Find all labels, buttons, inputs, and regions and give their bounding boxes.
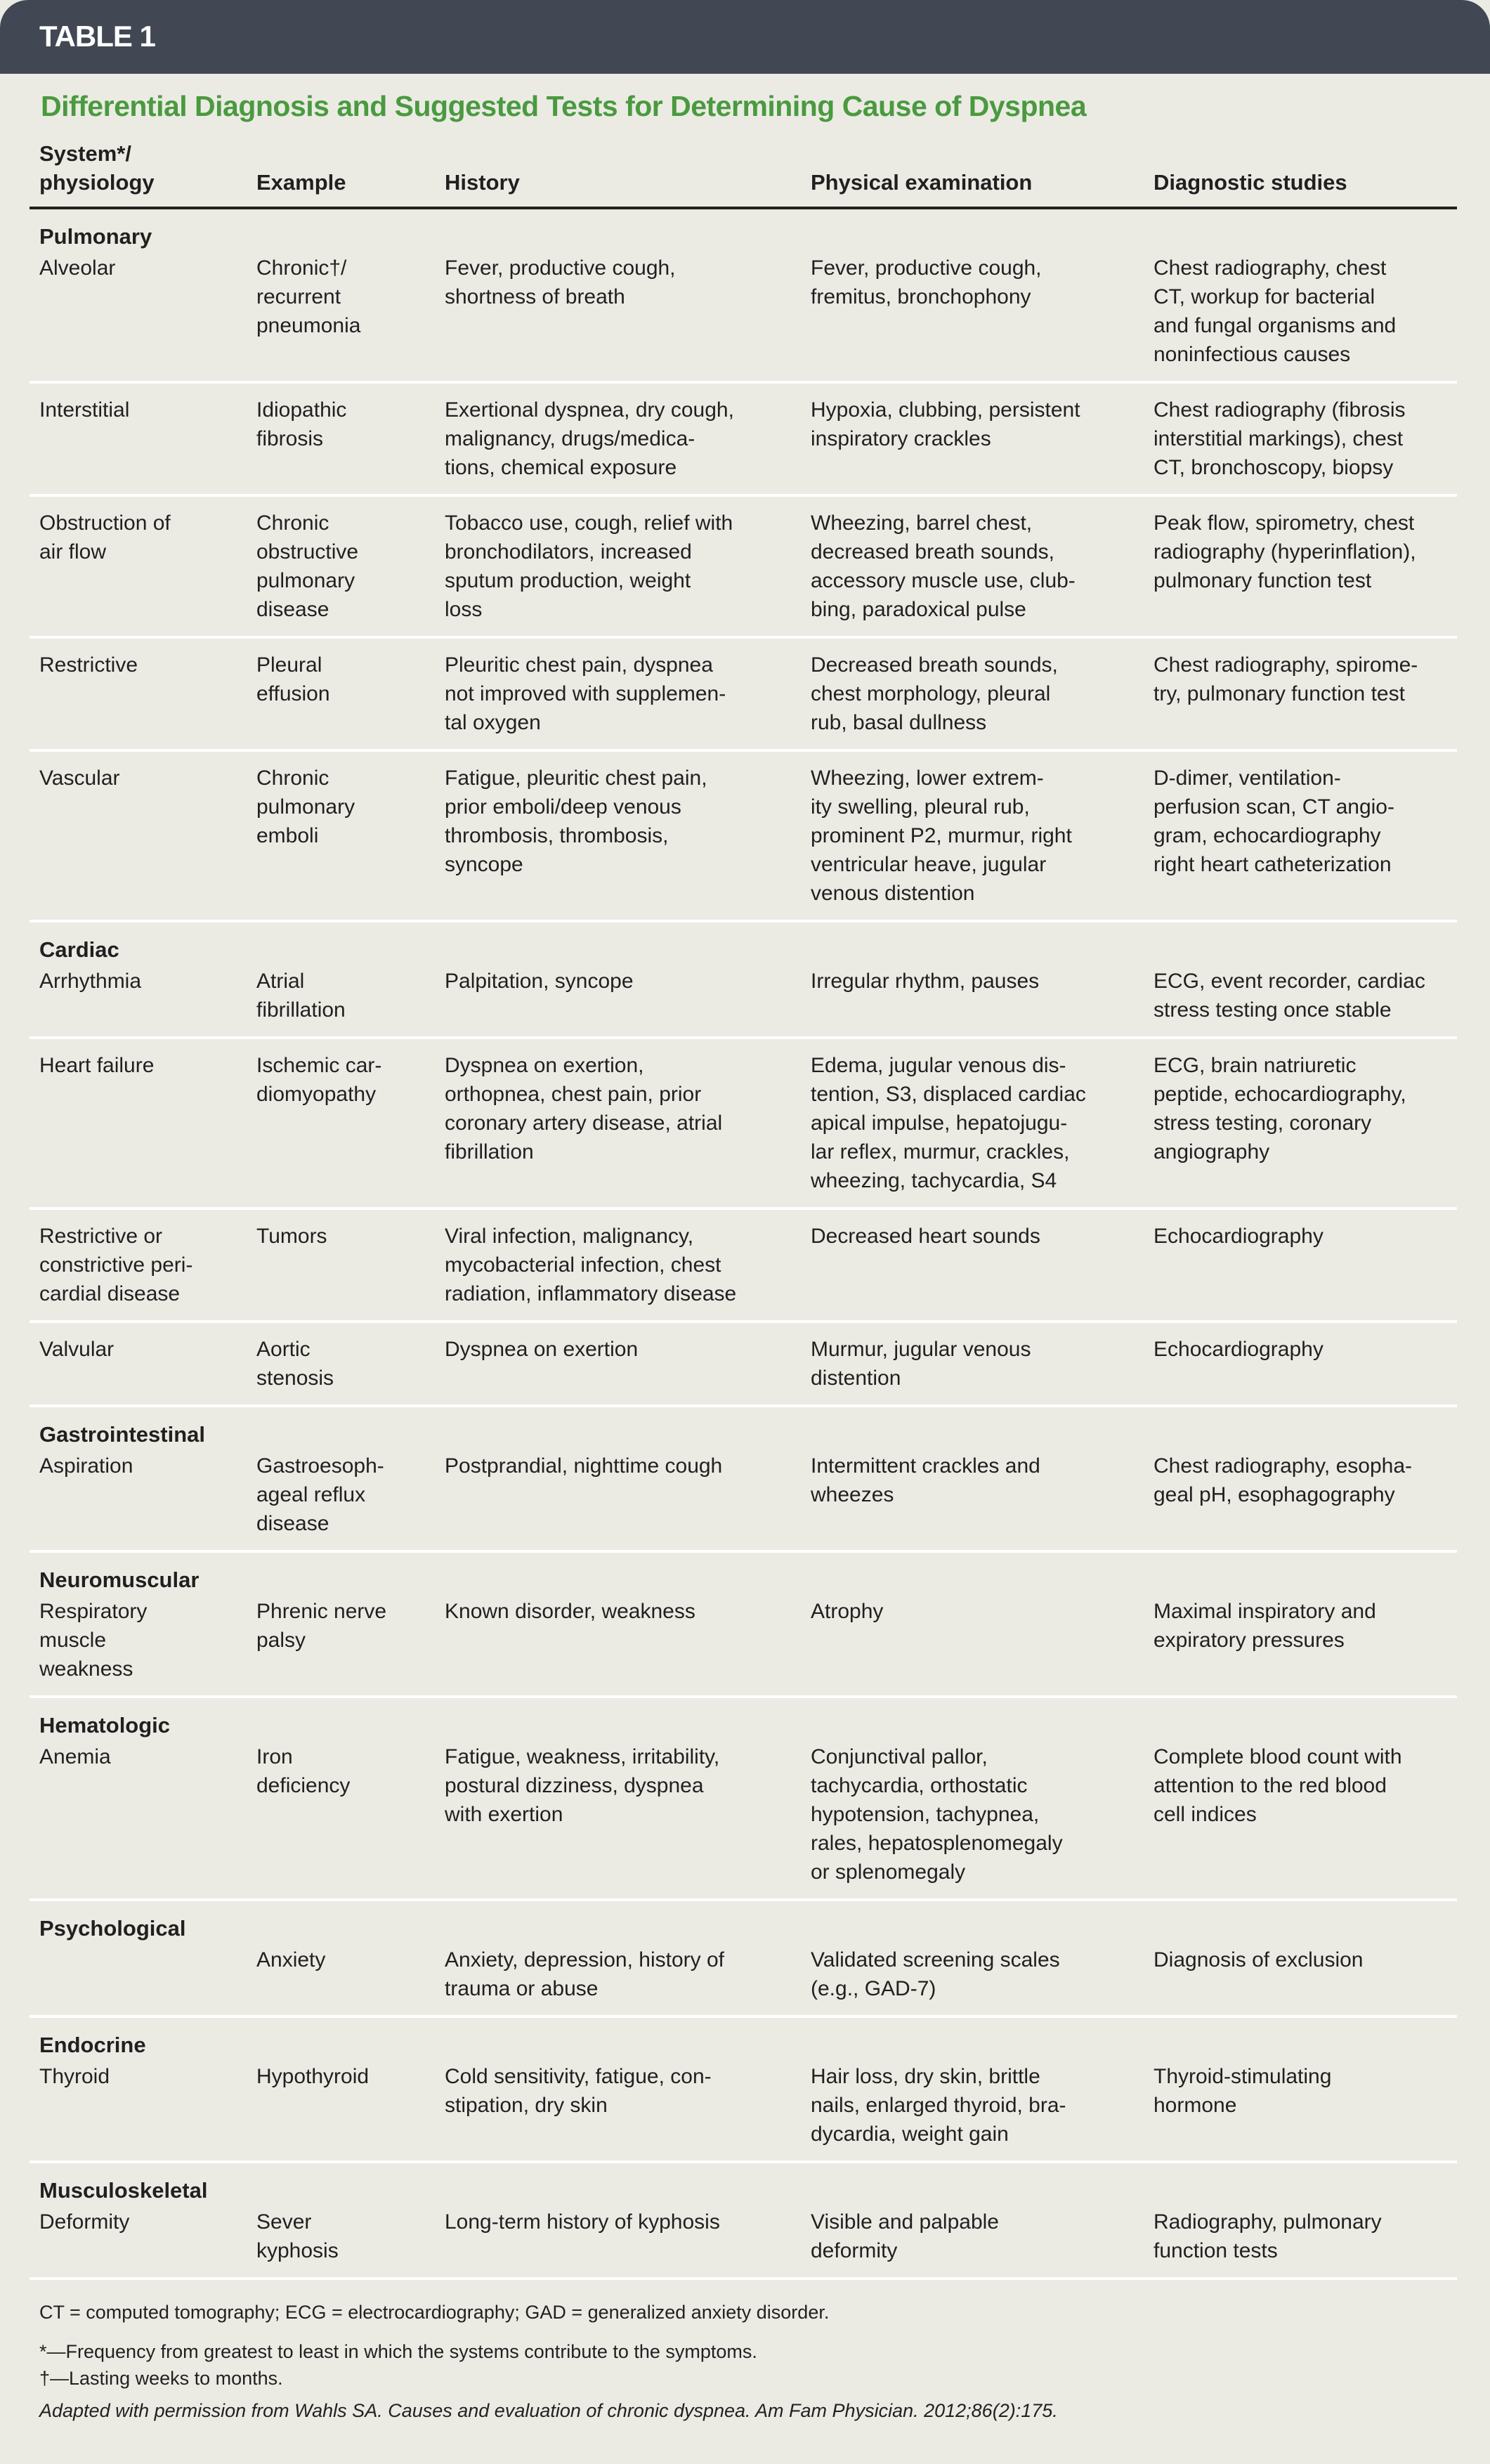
- example-cell: Aortic stenosis: [247, 1322, 435, 1406]
- diagnostic-studies-cell: ECG, brain natriuretic peptide, echocardiography, stress testing, coronary angiography: [1144, 1038, 1457, 1208]
- table-row: [30, 1449, 1457, 1551]
- example-cell: Chronic obstructive pulmonary disease: [247, 495, 435, 637]
- example-cell: Atrial fibrillation: [247, 964, 435, 1038]
- section-name: Hematologic: [39, 1713, 171, 1738]
- diagnostic-studies-cell: D-dimer, ventilation- perfusion scan, CT angio- gram, echocardiography right heart catheterization: [1144, 750, 1457, 921]
- section-name: Cardiac: [39, 937, 119, 962]
- diagnostic-studies-cell: Chest radiography (fibrosis interstitial markings), chest CT, bronchoscopy, biopsy: [1144, 382, 1457, 495]
- system-cell: Valvular: [30, 1322, 247, 1406]
- section-name: Psychological: [39, 1916, 186, 1941]
- table-label-band: [0, 0, 1490, 74]
- example-cell: Chronic†/ recurrent pneumonia: [247, 251, 435, 382]
- history-cell: Palpitation, syncope: [435, 964, 801, 1038]
- system-cell: Deformity: [30, 2205, 247, 2279]
- physical-exam-cell: Decreased heart sounds: [801, 1208, 1144, 1322]
- section-header-row: [30, 921, 1457, 964]
- system-cell: Interstitial: [30, 382, 247, 495]
- system-cell: [30, 1943, 247, 2016]
- physical-exam-cell: Wheezing, lower extrem- ity swelling, pleural rub, prominent P2, murmur, right ventricular heave, jugular venous distention: [801, 750, 1144, 921]
- history-cell: Fever, productive cough, shortness of breath: [435, 251, 801, 382]
- example-cell: Anxiety: [247, 1943, 435, 2016]
- history-cell: Postprandial, nighttime cough: [435, 1449, 801, 1551]
- diagnostic-studies-cell: Chest radiography, esopha- geal pH, esophagography: [1144, 1449, 1457, 1551]
- system-cell: Heart failure: [30, 1038, 247, 1208]
- system-cell: Vascular: [30, 750, 247, 921]
- diagnostic-studies-cell: Diagnosis of exclusion: [1144, 1943, 1457, 2016]
- example-cell: Gastroesoph- ageal reflux disease: [247, 1449, 435, 1551]
- physical-exam-cell: Edema, jugular venous dis- tention, S3, displaced cardiac apical impulse, hepatojugu- lar reflex, murmur, crackles, wheezing, tachycardia, S4: [801, 1038, 1144, 1208]
- diagnostic-studies-cell: Chest radiography, chest CT, workup for bacterial and fungal organisms and noninfectious causes: [1144, 251, 1457, 382]
- history-cell: Cold sensitivity, fatigue, con- stipation, dry skin: [435, 2059, 801, 2162]
- diagnostic-studies-cell: Chest radiography, spirome- try, pulmonary function test: [1144, 637, 1457, 750]
- section-name: Pulmonary: [39, 224, 152, 249]
- physical-exam-cell: Atrophy: [801, 1594, 1144, 1697]
- system-cell: Obstruction of air flow: [30, 495, 247, 637]
- history-cell: Pleuritic chest pain, dyspnea not improved with supplemen- tal oxygen: [435, 637, 801, 750]
- abbreviations-note: CT = computed tomography; ECG = electrocardiography; GAD = generalized anxiety disorder.: [39, 2302, 830, 2323]
- example-cell: Chronic pulmonary emboli: [247, 750, 435, 921]
- dyspnea-table: [30, 139, 1457, 2280]
- section-header-row: [30, 1406, 1457, 1449]
- system-cell: Thyroid: [30, 2059, 247, 2162]
- col-header-system: System*/ physiology: [30, 139, 247, 208]
- section-header-row: [30, 1697, 1457, 1740]
- history-cell: Known disorder, weakness: [435, 1594, 801, 1697]
- history-cell: Tobacco use, cough, relief with bronchodilators, increased sputum production, weight loss: [435, 495, 801, 637]
- table-row: [30, 2059, 1457, 2162]
- example-cell: Phrenic nerve palsy: [247, 1594, 435, 1697]
- header-row: [30, 139, 1457, 208]
- col-header-example: Example: [247, 139, 435, 208]
- history-cell: Long-term history of kyphosis: [435, 2205, 801, 2279]
- table-row: [30, 1322, 1457, 1406]
- history-cell: Fatigue, weakness, irritability, postural dizziness, dyspnea with exertion: [435, 1740, 801, 1900]
- col-header-physical-exam: Physical examination: [801, 139, 1144, 208]
- physical-exam-cell: Murmur, jugular venous distention: [801, 1322, 1144, 1406]
- table-row: [30, 1208, 1457, 1322]
- example-cell: Hypothyroid: [247, 2059, 435, 2162]
- history-cell: Fatigue, pleuritic chest pain, prior emboli/deep venous thrombosis, thrombosis, syncope: [435, 750, 801, 921]
- diagnostic-studies-cell: Peak flow, spirometry, chest radiography (hyperinflation), pulmonary function test: [1144, 495, 1457, 637]
- section-header-row: [30, 1551, 1457, 1594]
- system-cell: Arrhythmia: [30, 964, 247, 1038]
- diagnostic-studies-cell: Radiography, pulmonary function tests: [1144, 2205, 1457, 2279]
- system-cell: Aspiration: [30, 1449, 247, 1551]
- physical-exam-cell: Irregular rhythm, pauses: [801, 964, 1144, 1038]
- physical-exam-cell: Hypoxia, clubbing, persistent inspiratory crackles: [801, 382, 1144, 495]
- table-body: [30, 208, 1457, 2279]
- diagnostic-studies-cell: Maximal inspiratory and expiratory pressures: [1144, 1594, 1457, 1697]
- system-cell: Anemia: [30, 1740, 247, 1900]
- table-row: [30, 1038, 1457, 1208]
- table-row: [30, 251, 1457, 382]
- source-citation: Adapted with permission from Wahls SA. Causes and evaluation of chronic dyspnea. Am Fam Physician. 2012;86(2):175.: [39, 2400, 1058, 2421]
- history-cell: Dyspnea on exertion, orthopnea, chest pain, prior coronary artery disease, atrial fibrillation: [435, 1038, 801, 1208]
- diagnostic-studies-cell: Echocardiography: [1144, 1322, 1457, 1406]
- section-header-row: [30, 2016, 1457, 2059]
- col-header-history: History: [435, 139, 801, 208]
- history-cell: Dyspnea on exertion: [435, 1322, 801, 1406]
- section-header-row: [30, 1900, 1457, 1943]
- system-cell: Restrictive or constrictive peri- cardial disease: [30, 1208, 247, 1322]
- table-row: [30, 1943, 1457, 2016]
- history-cell: Anxiety, depression, history of trauma or abuse: [435, 1943, 801, 2016]
- table-row: [30, 382, 1457, 495]
- history-cell: Exertional dyspnea, dry cough, malignancy, drugs/medica- tions, chemical exposure: [435, 382, 801, 495]
- table-label: TABLE 1: [39, 20, 155, 53]
- section-header-row: [30, 208, 1457, 251]
- section-name: Gastrointestinal: [39, 1422, 205, 1447]
- diagnostic-studies-cell: ECG, event recorder, cardiac stress testing once stable: [1144, 964, 1457, 1038]
- physical-exam-cell: Intermittent crackles and wheezes: [801, 1449, 1144, 1551]
- footnotes: [39, 2299, 1058, 2424]
- system-cell: Respiratory muscle weakness: [30, 1594, 247, 1697]
- example-cell: Sever kyphosis: [247, 2205, 435, 2279]
- table-row: [30, 1740, 1457, 1900]
- physical-exam-cell: Fever, productive cough, fremitus, bronchophony: [801, 251, 1144, 382]
- physical-exam-cell: Hair loss, dry skin, brittle nails, enlarged thyroid, bra- dycardia, weight gain: [801, 2059, 1144, 2162]
- table-row: [30, 750, 1457, 921]
- example-cell: Iron deficiency: [247, 1740, 435, 1900]
- history-cell: Viral infection, malignancy, mycobacterial infection, chest radiation, inflammatory disease: [435, 1208, 801, 1322]
- section-name: Musculoskeletal: [39, 2178, 208, 2203]
- physical-exam-cell: Conjunctival pallor, tachycardia, orthostatic hypotension, tachypnea, rales, hepatosplenomegaly or splenomegaly: [801, 1740, 1144, 1900]
- diagnostic-studies-cell: Thyroid-stimulating hormone: [1144, 2059, 1457, 2162]
- table-row: [30, 637, 1457, 750]
- physical-exam-cell: Decreased breath sounds, chest morphology, pleural rub, basal dullness: [801, 637, 1144, 750]
- table-row: [30, 2205, 1457, 2279]
- section-name: Neuromuscular: [39, 1567, 200, 1592]
- diagnostic-studies-cell: Echocardiography: [1144, 1208, 1457, 1322]
- example-cell: Ischemic car- diomyopathy: [247, 1038, 435, 1208]
- physical-exam-cell: Visible and palpable deformity: [801, 2205, 1144, 2279]
- system-cell: Alveolar: [30, 251, 247, 382]
- dagger-footnote: †—Lasting weeks to months.: [39, 2368, 283, 2389]
- table-row: [30, 1594, 1457, 1697]
- example-cell: Idiopathic fibrosis: [247, 382, 435, 495]
- section-header-row: [30, 2162, 1457, 2205]
- example-cell: Tumors: [247, 1208, 435, 1322]
- section-name: Endocrine: [39, 2033, 146, 2057]
- star-footnote: *—Frequency from greatest to least in which the systems contribute to the symptoms.: [39, 2341, 757, 2362]
- physical-exam-cell: Wheezing, barrel chest, decreased breath sounds, accessory muscle use, club- bing, paradoxical pulse: [801, 495, 1144, 637]
- system-cell: Restrictive: [30, 637, 247, 750]
- table-row: [30, 964, 1457, 1038]
- example-cell: Pleural effusion: [247, 637, 435, 750]
- diagnostic-studies-cell: Complete blood count with attention to the red blood cell indices: [1144, 1740, 1457, 1900]
- table-row: [30, 495, 1457, 637]
- physical-exam-cell: Validated screening scales (e.g., GAD-7): [801, 1943, 1144, 2016]
- table-title: Differential Diagnosis and Suggested Tests for Determining Cause of Dyspnea: [41, 90, 1087, 122]
- col-header-diagnostic-studies: Diagnostic studies: [1144, 139, 1457, 208]
